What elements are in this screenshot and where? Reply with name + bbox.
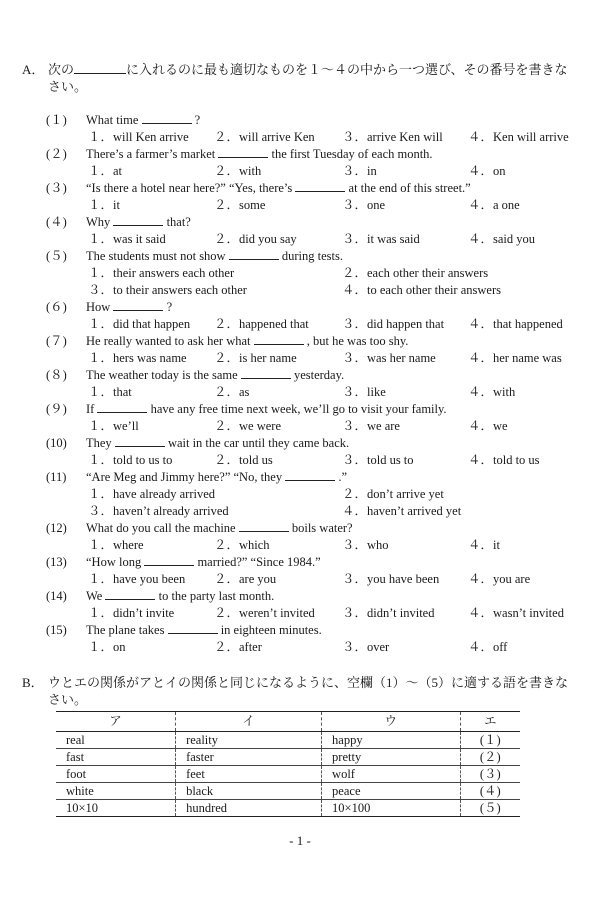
question-text-post: boils water? [291,521,353,535]
answer-option: ４．we [468,419,508,433]
question-text-pre: What do you call the machine [86,521,236,535]
answer-option: １．at [88,164,123,178]
question-stem [0,146,600,163]
answer-option: １．where [88,538,144,552]
question-text [86,299,172,316]
answer-option: ３．didn’t invited [342,606,435,620]
answer-option: ４．it [468,538,500,552]
answer-option: １．have already arrived [88,487,216,501]
answer-option: １．will Ken arrive [88,130,189,144]
options-row [0,605,600,622]
answer-option: ３．arrive Ken will [342,130,443,144]
question-number: (１) [46,113,67,127]
answer-option: ３．told us to [342,453,414,467]
section-a-text-line2: さい。 [48,79,88,94]
options-row [0,129,600,146]
section-a-text-post: に入れるのに最も適切なものを１～４の中から一つ選び、その番号を書きな [126,62,568,77]
question-text [86,333,408,350]
question-number: (15) [46,623,67,637]
answer-option: ２．happened that [214,317,309,331]
question-text-post: wait in the car until they came back. [167,436,350,450]
answer-option: ２．which [214,538,270,552]
answer-option: ３．haven’t already arrived [88,504,229,518]
answer-cell: (１) [460,732,520,749]
question-text-pre: He really wanted to ask her what [86,334,251,348]
answer-option: ２．told us [214,453,273,467]
answer-blank [239,520,289,532]
answer-option: １．did that happen [88,317,191,331]
question-text-pre: The weather today is the same [86,368,238,382]
question-text [86,180,471,197]
question-text-post: ? [166,300,173,314]
question-stem [0,299,600,316]
header-e: エ [460,712,520,732]
question-text [86,469,347,486]
answer-option: ３．to their answers each other [88,283,247,297]
question-text-pre: The plane takes [86,623,165,637]
question-text [86,622,322,639]
answer-option: １．hers was name [88,351,187,365]
answer-option: ２．will arrive Ken [214,130,315,144]
question-text-pre: There’s a farmer’s market [86,147,216,161]
question-stem [0,367,600,384]
question-text-pre: They [86,436,112,450]
options-row [0,503,600,520]
question-text-post: , but he was too shy. [306,334,409,348]
question-text [86,214,191,231]
section-a-text-pre: 次の [48,62,75,77]
options-row [0,197,600,214]
answer-option: ４．wasn’t invited [468,606,564,620]
question-text [86,554,321,571]
table-cell: black [176,783,322,800]
question-number: (３) [46,181,67,195]
answer-blank [105,588,155,600]
answer-option: ４．with [468,385,516,399]
table-row [56,800,520,817]
question-number: (13) [46,555,67,569]
table-cell: wolf [322,766,461,783]
answer-option: ４．told to us [468,453,540,467]
question-text [86,112,200,129]
question-text-post: married?” “Since 1984.” [197,555,321,569]
options-row [0,350,600,367]
question-text-pre: Why [86,215,111,229]
answer-option: ３．it was said [342,232,420,246]
answer-option: ３．like [342,385,386,399]
section-a-label: A． [22,62,45,77]
options-row [0,316,600,333]
table-cell: feet [176,766,322,783]
answer-cell: (２) [460,749,520,766]
question-stem [0,520,600,537]
answer-option: ４．Ken will arrive [468,130,569,144]
question-text [86,520,353,537]
answer-blank [113,214,163,226]
question-number: (４) [46,215,67,229]
question-text-post: during tests. [281,249,343,263]
table-cell: happy [322,732,461,749]
answer-option: ４．a one [468,198,520,212]
answer-blank [254,333,304,345]
question-stem [0,112,600,129]
section-b-text-line1: ウとエの関係がアとイの関係と同じになるように、空欄（1）～（5）に適する語を書きな [48,675,569,690]
table-cell: 10×100 [322,800,461,817]
answer-blank [115,435,165,447]
answer-option: ４．haven’t arrived yet [342,504,462,518]
answer-option: ２．did you say [214,232,297,246]
options-row [0,537,600,554]
question-number: (２) [46,147,67,161]
table-cell: fast [56,749,176,766]
answer-blank [285,469,335,481]
question-stem [0,214,600,231]
answer-option: ３．one [342,198,386,212]
question-text-post: at the end of this street.” [348,181,471,195]
table-cell: reality [176,732,322,749]
options-row [0,571,600,588]
answer-blank [144,554,194,566]
table-row [56,783,520,800]
header-i: イ [176,712,322,732]
answer-option: ３．over [342,640,390,654]
page-number: - 1 - [289,833,311,848]
question-text-post: ? [194,113,201,127]
question-stem [0,588,600,605]
section-b-instruction [22,674,582,708]
question-text-post: in eighteen minutes. [220,623,322,637]
question-text-post: to the party last month. [158,589,275,603]
question-number: (９) [46,402,67,416]
answer-option: ４．you are [468,572,531,586]
table-cell: faster [176,749,322,766]
answer-blank [142,112,192,124]
table-row [56,732,520,749]
question-stem [0,333,600,350]
question-text [86,588,274,605]
options-row [0,163,600,180]
question-text [86,146,433,163]
question-stem [0,401,600,418]
question-stem [0,180,600,197]
answer-option: ４．that happened [468,317,563,331]
section-b-label: B． [22,675,44,690]
answer-cell: (３) [460,766,520,783]
question-stem [0,435,600,452]
answer-option: ２．don’t arrive yet [342,487,444,501]
answer-option: ２．with [214,164,262,178]
question-text-pre: If [86,402,95,416]
question-text-post: the first Tuesday of each month. [271,147,433,161]
question-number: (12) [46,521,67,535]
question-number: (５) [46,249,67,263]
question-text-pre: The students must not show [86,249,226,263]
table-row [56,749,520,766]
answer-option: １．didn’t invite [88,606,175,620]
question-text-post: have any free time next week, we’ll go to visit your family. [150,402,447,416]
answer-option: １．their answers each other [88,266,235,280]
question-text-pre: We [86,589,103,603]
answer-option: ４．to each other their answers [342,283,501,297]
question-text [86,435,349,452]
answer-option: １．we’ll [88,419,139,433]
answer-option: １．have you been [88,572,186,586]
answer-option: ３．we are [342,419,400,433]
answer-option: ３．who [342,538,389,552]
options-row [0,418,600,435]
answer-blank [218,146,268,158]
answer-option: ２．after [214,640,262,654]
answer-blank [97,401,147,413]
section-a-instruction [22,61,582,95]
answer-blank [295,180,345,192]
question-number: (11) [46,470,67,484]
question-stem [0,622,600,639]
answer-option: ４．said you [468,232,536,246]
question-text-pre: What time [86,113,139,127]
answer-blank [241,367,291,379]
instruction-blank [74,62,126,74]
table-cell: hundred [176,800,322,817]
answer-option: １．it [88,198,120,212]
question-text-pre: “Are Meg and Jimmy here?” “No, they [86,470,283,484]
question-stem [0,554,600,571]
options-row [0,452,600,469]
question-number: (７) [46,334,67,348]
relation-table [56,711,520,817]
header-a: ア [56,712,176,732]
answer-blank [113,299,163,311]
answer-option: ２．as [214,385,250,399]
answer-option: ４．on [468,164,506,178]
options-row [0,486,600,503]
answer-option: ３．in [342,164,377,178]
question-text [86,401,447,418]
question-text-post: that? [166,215,191,229]
options-row [0,231,600,248]
question-text-pre: “Is there a hotel near here?” “Yes, there’s [86,181,293,195]
table-cell: peace [322,783,461,800]
options-row [0,265,600,282]
question-number: (６) [46,300,67,314]
answer-blank [229,248,279,260]
answer-blank [168,622,218,634]
answer-option: ２．weren’t invited [214,606,315,620]
table-cell: pretty [322,749,461,766]
answer-option: ２．we were [214,419,281,433]
answer-option: １．that [88,385,132,399]
answer-option: ３．did happen that [342,317,445,331]
answer-option: １．was it said [88,232,166,246]
question-text [86,367,344,384]
question-number: (14) [46,589,67,603]
answer-option: ２．some [214,198,266,212]
table-row [56,766,520,783]
options-row [0,282,600,299]
answer-cell: (４) [460,783,520,800]
answer-option: ３．was her name [342,351,436,365]
answer-option: ４．off [468,640,508,654]
answer-option: ２．is her name [214,351,297,365]
table-cell: foot [56,766,176,783]
question-stem [0,469,600,486]
table-header-row [56,712,520,732]
question-text-pre: How [86,300,111,314]
question-text-post: yesterday. [293,368,345,382]
answer-option: ３．you have been [342,572,440,586]
table-cell: white [56,783,176,800]
question-text [86,248,343,265]
options-row [0,384,600,401]
options-row [0,639,600,656]
answer-option: ２．each other their answers [342,266,489,280]
table-cell: real [56,732,176,749]
question-text-pre: “How long [86,555,142,569]
header-u: ウ [322,712,461,732]
answer-option: １．on [88,640,126,654]
question-number: (10) [46,436,67,450]
answer-option: ４．her name was [468,351,562,365]
answer-option: ２．are you [214,572,277,586]
question-number: (８) [46,368,67,382]
question-text-post: .” [338,470,348,484]
section-b-text-line2: さい。 [48,692,88,707]
answer-option: １．told to us to [88,453,173,467]
table-cell: 10×10 [56,800,176,817]
answer-cell: (５) [460,800,520,817]
question-stem [0,248,600,265]
